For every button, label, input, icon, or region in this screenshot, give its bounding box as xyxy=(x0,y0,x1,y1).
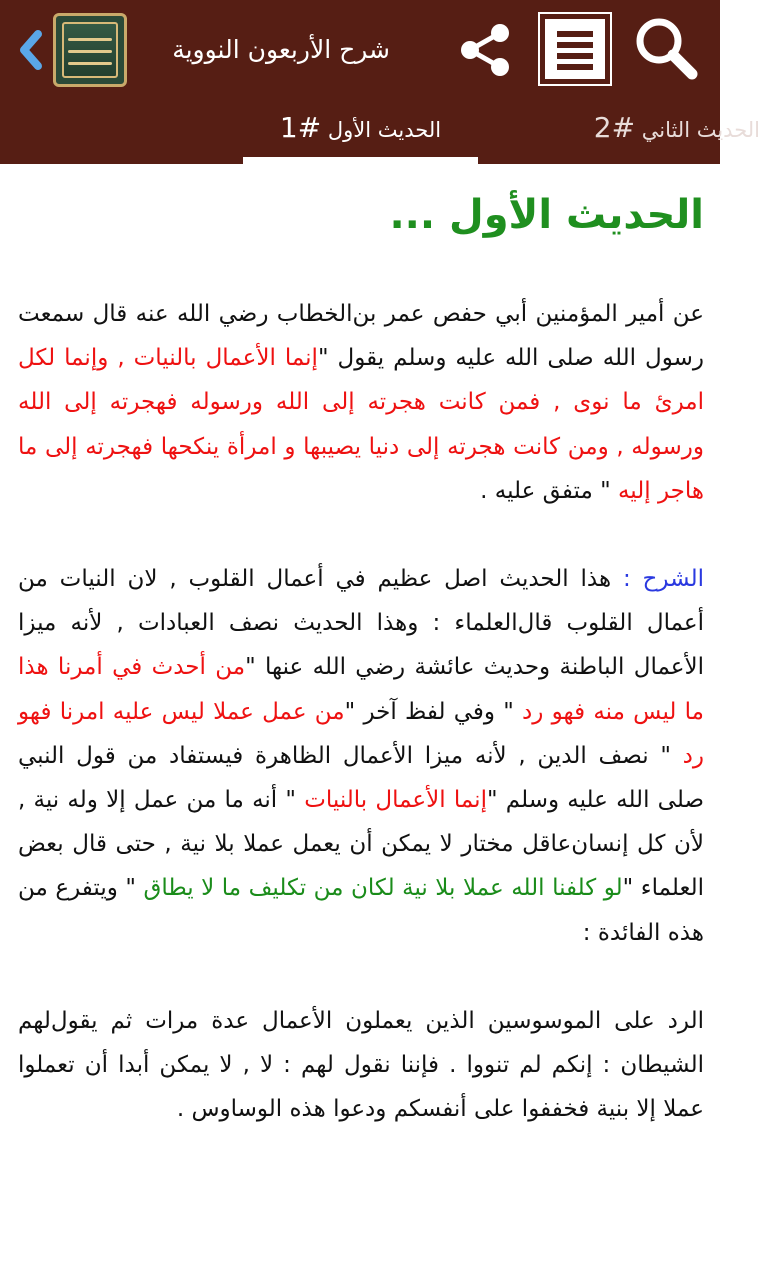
app-bar xyxy=(0,0,760,164)
benefit-paragraph: الرد على الموسوسين الذين يعملون الأعمال عدة مرات ثم يقول‌لهم الشيطان : إنكم لم تنووا . فإننا نقول لهم : لا , لا يمكن أبدا أن تعملوا عملا إلا بنية فخففوا على أنفسكم ودعوا هذه الوساوس . xyxy=(18,1007,704,1123)
quote-aisha: من أحدث في أمرنا هذا ما ليس منه فهو رد xyxy=(18,654,705,725)
sharh-text: " ويتفرع من هذه الفائدة : xyxy=(18,875,704,946)
share-icon[interactable] xyxy=(456,20,516,80)
sharh-text: " نصف الدين , لأنه ميزا الأعمال الظاهرة فيستفاد من قول النبي صلى الله عليه وسلم " xyxy=(18,742,704,814)
quote-niyyat: إنما الأعمال بالنيات xyxy=(304,787,487,814)
hadith-content xyxy=(18,164,704,1280)
search-icon[interactable] xyxy=(632,14,700,82)
menu-button[interactable] xyxy=(540,14,610,84)
hadith-narration xyxy=(18,292,704,513)
narration-intro: عن أمير المؤمنين أبي حفص عمر بن‌الخطاب رضي الله عنه قال سمعت رسول الله صلى الله عليه وسلم يقول " xyxy=(18,301,704,372)
tab-label: الحديث الأول xyxy=(327,118,442,142)
tab-indicator xyxy=(243,157,478,164)
tab-hadith-1[interactable] xyxy=(243,100,478,164)
tab-number: #2 xyxy=(593,111,636,144)
quote-scholars: لو كلفنا الله عملا بلا نية لكان من تكليف ما لا يطاق xyxy=(143,875,623,902)
tab-label: الحديث الثاني xyxy=(641,118,760,142)
sharh-text: هذا الحديث اصل عظيم في أعمال القلوب , لان النيات من أعمال القلوب قال‌العلماء : وهذا الحديث نصف العبادات , لأنه ميزا الأعمال الباطنة وحديث عائشة رضي الله عنها " xyxy=(18,566,704,681)
quote-other-wording: من عمل عملا ليس عليه امرنا فهو رد xyxy=(18,698,704,769)
sharh-text: " أنه ما من عمل إلا وله نية , لأن كل إنسان‌عاقل مختار لا يمكن أن يعمل عملا بلا نية , حتى قال بعض العلماء " xyxy=(18,787,705,902)
tab-hadith-2[interactable] xyxy=(560,100,760,164)
sharh-paragraph xyxy=(18,557,704,955)
hadith-title: الحديث الأول ... xyxy=(389,192,704,238)
app-title: شرح الأربعون النووية xyxy=(172,35,390,64)
tab-number: #1 xyxy=(279,111,322,144)
back-arrow-icon[interactable] xyxy=(14,28,48,72)
app-logo-icon xyxy=(53,13,127,87)
sharh-label: الشرح : xyxy=(622,566,705,593)
narration-end: " متفق عليه . xyxy=(480,477,618,504)
narration-quote: إنما الأعمال بالنيات , وإنما لكل امرئ ما نوى , فمن كانت هجرته إلى الله ورسوله فهجرته إلى الله ورسوله , ومن كانت هجرته إلى دنيا يصيبها و امرأة ينكحها فهجرته إلى ما هاجر إليه xyxy=(18,345,704,504)
sharh-text: " وفي لفظ آخر " xyxy=(344,698,523,725)
